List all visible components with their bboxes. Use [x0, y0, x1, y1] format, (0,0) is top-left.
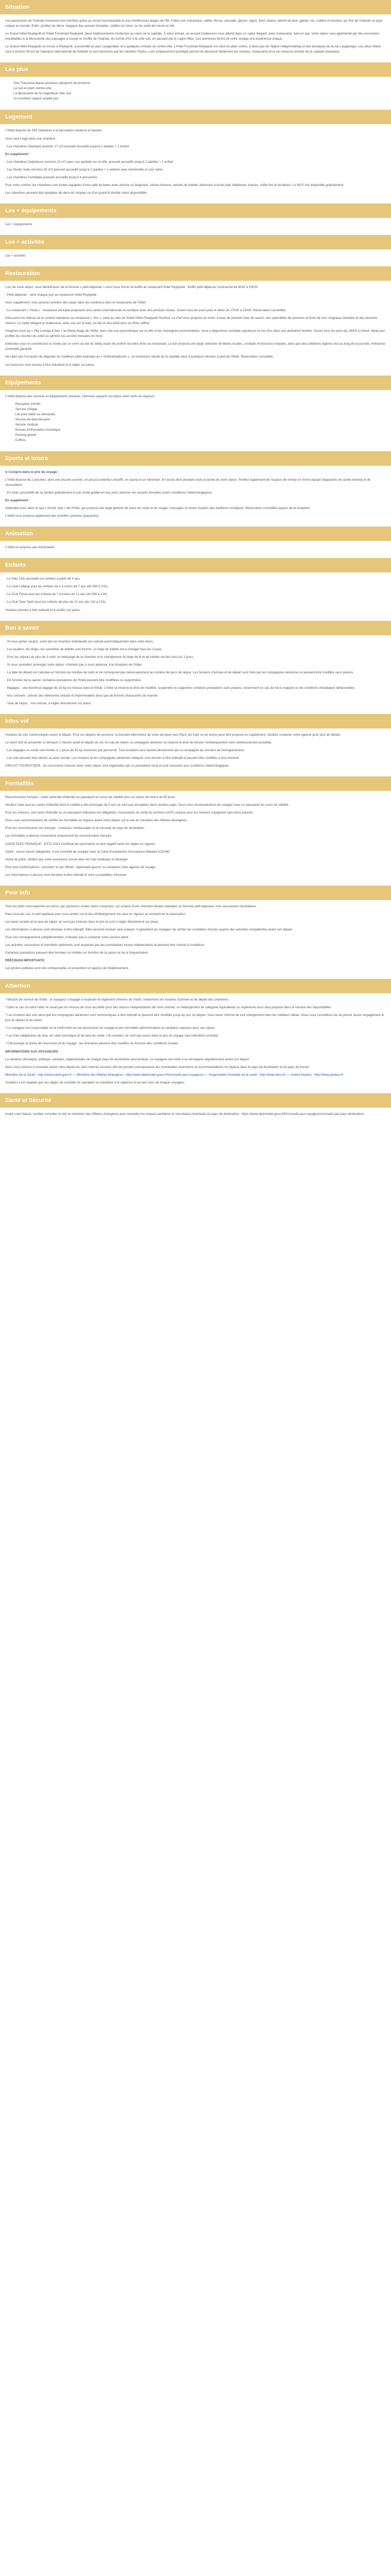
attention-paragraph: * Chronologie et durée de l'excursion et du voyage : les itinéraires peuvent être modifiés en fonction des conditions locales.: [5, 1042, 179, 1046]
restauration-paragraph: Découvrez les délices de la cuisine islandaise au restaurant « Vox », situé au sein de l'hôtel Hilton Reykjavik Nordica. Le chef vous propose un menu à base de produits frais de saison, des spécialités de poissons et fruits de mer, d'agneau islandais et des desserts maison. Le cadre élégant et chaleureux, avec vue sur la baie, en fait un lieu idéal pour un dîner raffiné.: [5, 316, 378, 326]
section-header-logement: Logement: [0, 110, 391, 124]
attention-paragraph: * Les frais obligatoires de visa, de carte touristique et de taxe de sortie, s'ils existent, ne sont pas inclus dans le prix du voyage sauf indication contraire.: [5, 1034, 219, 1038]
bon-savoir-paragraph: - Nos conseils : prévoir des vêtements chauds et imperméables ainsi que de bonnes chaussures de marche.: [5, 693, 159, 698]
formalites-paragraph: Les formalités ci-dessus concernent uniquement les ressortissants français.: [5, 834, 112, 838]
section-plus: [0, 80, 391, 110]
section-header-formalites: Formalités: [0, 776, 391, 791]
pour-info-paragraph: Dans tous les cas, le tarif appliqué pour vous rendre sur le lieu d'hébergement est celui en vigueur au moment de la réservation.: [5, 912, 186, 916]
section-header-situation: Situation: [0, 0, 391, 14]
section-animation: [0, 544, 391, 558]
sports-paragraph: L'hôtel dispose de 2 piscines, dont une piscine ouverte, un jacuzzi extérieur chauffé, un sauna et un hammam. En accès libre pendant toute la durée de votre séjour. Profitez également de l'espace de remise en forme équipé d'appareils de cardio-training et de musculation.: [5, 478, 371, 487]
list-item: - Service d'étage: [13, 407, 38, 411]
infos-paragraph: Le client doit se présenter à l'aéroport 2 heures avant le départ du vol. En cas de retard, la compagnie aérienne se réserve le droit de refuser l'embarquement sans remboursement possible.: [5, 741, 272, 745]
list-item: Vols Transavia depuis plusieurs aéroports de province: [13, 81, 90, 86]
list-item: - Coffres: [13, 438, 26, 442]
section-sante: [0, 1111, 391, 1125]
bon-savoir-paragraph: - Si vous souhaitez prolonger votre séjour, n'hésitez pas à vous adresser à la réception de l'hôtel.: [5, 663, 142, 667]
section-header-animation: Animation: [0, 527, 391, 541]
logement-supp-item: - Les chambres Familiales pouvant accueillir jusqu'à 4 personnes: [5, 175, 97, 179]
section-equipements-plus: [0, 221, 391, 235]
formalites-paragraph: Pour les mineurs, une carte d'identité ou un passeport individuel est obligatoire. Autorisation de sortie du territoire (AST) requise pour les mineurs voyageant sans leurs parents.: [5, 811, 254, 815]
formalites-paragraph: Avant de partir, vérifiez que votre assurance couvre bien les frais médicaux à l'étranger.: [5, 857, 129, 861]
bon-savoir-paragraph: - Pour les séjours de plus de 3 nuits, le nettoyage de la chambre et le changement du linge de lit et de toilette ont lieu tous les 3 jours.: [5, 655, 194, 659]
section-header-bon-a-savoir: Bon à savoir: [0, 621, 391, 635]
section-header-plus: Les plus: [0, 62, 391, 77]
section-header-enfants: Enfants: [0, 558, 391, 572]
pour-info-paragraph: Les informations ci-dessus sont données à titre indicatif. Elles peuvent évoluer sans préavis. Il appartient au voyageur de vérifier les conditions d'accès auprès des autorités compétentes avant son départ.: [5, 927, 293, 931]
situation-paragraph: Le Grand Hôtel Reykjavik se trouve à Reykjavik, à proximité du parc Laugardalur et à quelques minutes du centre-ville. L'hôtel Fosshotel Reykjavik est situé en plein centre, à deux pas de l'église Hallgrímskirkja et des boutiques de la rue Laugavegur. Les deux hôtels sont à environ 50 km de l'aéroport international de Keflavík et sont desservis par les navettes Flybus. Leur emplacement privilégié permet de découvrir facilement les musées, restaurants et la vie nocturne animée de la capitale islandaise.: [5, 45, 381, 54]
equipements-plus-text: Les + équipements: [5, 222, 32, 226]
logement-intro: L'hôtel dispose de 339 chambres à la décoration moderne et épurée.: [5, 129, 103, 133]
equipements-intro: L'hôtel dispose des services et équipements suivants. (Services payants sur place selon tarifs en vigueur) :: [5, 394, 156, 398]
section-enfants: [0, 575, 391, 620]
attention-paragraph: * Le voyageur est responsable de la conformité de ses documents de voyage et des formalités administratives et sanitaires requises pour son séjour.: [5, 1026, 216, 1030]
list-item: - Service de blanchisserie: [13, 417, 50, 421]
animation-text: L'hôtel ne propose pas d'animation.: [5, 546, 56, 550]
section-header-sports: Sports et loisirs: [0, 451, 391, 466]
pour-info-paragraph: Les taxes locales et la taxe de séjour ne sont pas incluses dans le prix et sont à régler directement sur place.: [5, 920, 159, 924]
bon-savoir-paragraph: - Si vous partez seul(e), votre prix en chambre individuelle est calculé automatiquement dans votre devis.: [5, 639, 154, 643]
logement-line: Vous serez logé dans une chambre :: [5, 137, 57, 141]
sports-included-head: ➤ Compris dans le prix du voyage :: [5, 470, 386, 475]
list-item: La découverte de la magnifique côte sud: [13, 92, 71, 96]
bon-savoir-paragraph: - En fonction de la saison, certaines prestations de l'hôtel peuvent être modifiées ou supprimées.: [5, 678, 142, 682]
sports-supp-head: En supplément :: [5, 499, 30, 503]
attention-paragraph: * Mission de service de l'hôtel : le voyageur s'engage à respecter le règlement intérieur de l'hôtel, notamment les horaires d'arrivée et de départ des chambres.: [5, 998, 230, 1002]
formalites-paragraph: Les informations ci-dessus sont données à titre indicatif et sont susceptibles d'évoluer.: [5, 873, 127, 877]
enfants-item: - Le Club Teen Spirit pour les enfants de plus de 12 ans (de 13h à 21h).: [5, 600, 106, 604]
infos-paragraph: CIRCUIT TOURISTIQUE : les excursions incluses dans votre séjour sont organisées par un prestataire local et sont soumises aux conditions météorologiques.: [5, 764, 230, 768]
sports-paragraph: - En hiver, possibilité de se joindre gratuitement à une sortie guidée en bus pour observer les aurores boréales (selon conditions météorologiques).: [5, 491, 213, 495]
section-activites-plus: [0, 252, 391, 266]
infos-paragraph: Horaires de vols communiqués avant le départ. Pour les départs de province, le transfert aller/retour de votre aéroport vers Paris (en train ou en avion) peut être proposé en supplément. Veuillez contacter votre agence pour plus de détails.: [5, 733, 341, 737]
attention-paragraph: Nous vous invitons à consulter avant votre départ les sites internet suivants afin de prendre connaissance des éventuelles restrictions et recommandations en vigueur dans le pays de destination et du pays de transit.: [5, 1065, 309, 1069]
sante-paragraph: Avant votre départ, veuillez consulter le site du ministère des Affaires étrangères pour connaître les risques sanitaires et sécuritaires éventuels du pays de destination : https://www.diplomatie.gouv.fr/fr/conseils-aux-voyageurs/conseils-par-pays-destination/: [5, 1112, 365, 1116]
list-item: - Lits pour bébé sur demande: [13, 412, 55, 416]
page: [0, 0, 391, 1125]
section-restauration: [0, 284, 391, 376]
pour-info-paragraph: Pour tout renseignement complémentaire, n'hésitez pas à contacter notre service client.: [5, 935, 129, 939]
bon-savoir-paragraph: - Les lavabos, les draps, les serviettes de toilette sont fournis. Le linge de toilette est à changer tous les 3 jours.: [5, 647, 163, 651]
pour-info-paragraph: Certaines prestations peuvent être fermées ou limitées en fonction de la saison et de la fréquentation.: [5, 951, 149, 955]
attention-paragraph: Toutefois il est rappelé que ces règles de conduite ne sauraient se substituer à la vigilance et au bon sens de chaque voyageur.: [5, 1080, 185, 1084]
pour-info-important: PRÉCISION IMPORTANTE: [5, 959, 45, 963]
formalites-paragraph: Ressortissants français : carte nationale d'identité ou passeport en cours de validité pour un séjour de moins de 90 jours.: [5, 795, 176, 800]
restauration-paragraph: Imaginez-vous au « Sky Lounge & Bar » au 8ème étage de l'hôtel, avec une vue panoramique sur la ville et les montagnes environnantes. Vous y dégusterez cocktails signatures et vins fins dans une ambiance feutrée. Ouvert tous les jours de 16h00 à minuit. Idéal pour profiter du coucher de soleil ou admirer les aurores boréales en hiver.: [5, 329, 385, 338]
section-bon-a-savoir: [0, 638, 391, 714]
bon-savoir-paragraph: - Bagages : une franchise bagage de 23 kg est incluse dans le forfait. L'hôtel se réserve le droit de modifier, suspendre ou supprimer certaines prestations sans préavis, notamment en cas de force majeure ou de conditions climatiques défavorables.: [5, 686, 355, 690]
list-item: Un excellent rapport qualité-prix: [13, 97, 59, 101]
list-item: - Service médical: [13, 422, 38, 427]
enfants-item: - Le Club Fiesta pour les enfants de 7 à moins de 12 ans (de 09h à 21h).: [5, 592, 108, 597]
logement-line: - Les chambres Standard (environ 17 m²) pouvant accueillir jusqu'à 2 adultes + 1 enfant: [5, 144, 129, 148]
situation-paragraph: Le Grand Hôtel Reykjavik et l'hôtel Fosshotel Reykjavik, deux établissements modernes au cœur de la capitale. À votre arrivée, un accueil chaleureux vous attend dans un cadre élégant, avec restaurants, bars et spa. Votre séjour sera agrémenté par des excursions inoubliables à la découverte des paysages à couper le souffle de l'Islande, du Cercle d'Or à la côte sud, en passant par le Lagon Bleu. Ces aventures feront de votre voyage une expérience unique.: [5, 32, 380, 41]
restauration-paragraph: Les boissons sont servies à titre individuel et à régler sur place.: [5, 363, 95, 367]
pour-info-paragraph: Tous les tarifs sont exprimés en euros, par personne, toutes taxes comprises, sur la base d'une chambre double standard, en formule petit-déjeuner, hors assurances facultatives.: [5, 904, 257, 908]
attention-infos-head: INFORMATIONS AUX VOYAGEURS: [5, 1049, 58, 1054]
restauration-paragraph: Avec supplément, vous pourrez prendre des repas dans les nombreux bars et restaurants de l'hôtel :: [5, 301, 148, 305]
activites-plus-text: Les + activités: [5, 253, 26, 258]
section-header-infos-vol: Infos vol: [0, 714, 391, 728]
enfants-note: Horaires donnés à titre indicatif et à vérifier sur place.: [5, 608, 81, 612]
section-header-sante: Santé et Sécurité: [0, 1093, 391, 1108]
section-formalites: [0, 794, 391, 886]
formalites-paragraph: Veuillez noter que les cartes d'identité dont la validité a été prolongée de 5 ans ne sont pas acceptées dans certains pays. Nous vous recommandons de voyager avec un passeport en cours de validité.: [5, 803, 289, 807]
attention-paragraph: * Les horaires des vols ainsi que les compagnies aériennes sont communiqués à titre indicatif et peuvent être modifiés jusqu'au jour du départ. Vous serez informé de tout changement dans les meilleurs délais. Nous vous conseillons de ne prévoir aucun engagement le jour du départ et du retour.: [5, 1013, 384, 1023]
plus-list: [5, 81, 386, 101]
section-pour-info: [0, 903, 391, 979]
pour-info-paragraph: Les activités, excursions et transferts optionnels sont proposés par des prestataires locaux indépendants et peuvent être soumis à conditions.: [5, 943, 205, 947]
section-logement: [0, 127, 391, 203]
section-header-pour-info: Pour info: [0, 886, 391, 900]
list-item: La nuit en plein centre-ville: [13, 87, 52, 91]
formalites-paragraph: COVID ÉLECTRONIQUE : ESTA-2021 Certificat de vaccination ou test négatif selon les règles en vigueur.: [5, 842, 156, 846]
logement-note: Les chambres peuvent être équipées de deux lits simples ou d'un grand lit double selon disponibilité.: [5, 191, 148, 195]
infos-paragraph: - Les vols peuvent être directs ou avec escale. Les horaires et les compagnies aériennes indiqués sont donnés à titre indicatif et peuvent être modifiés à tout moment.: [5, 756, 240, 760]
restauration-paragraph: Ne ratez pas l'occasion de déguster les meilleurs plats islandais au « Grillmarkaðurinn », un restaurant réputé de la capitale situé à quelques minutes à pied de l'hôtel. Réservation conseillée.: [5, 355, 274, 359]
section-header-equipements: Equipements: [0, 376, 391, 390]
attention-paragraph: La situation climatique, politique, sanitaire, réglementaire de chaque pays de destination peut évoluer. Le voyageur est invité à se renseigner régulièrement avant son départ.: [5, 1057, 250, 1061]
situation-paragraph: Les passionnés de l'Islande trouveront leur bonheur grâce au circuit incomparable et aux nombreuses plages de l'Île. Faites-voir volcanique, vallée, fleuve, cascade, geyser, lagon, fjord, falaise, désert de lave, glacier, lac, cratère et toundra, qui font de l'Islande un pays unique au monde. Enfin, profitez du décor magique des aurores boréales, visibles en hiver, ou du soleil de minuit en été.: [5, 19, 383, 28]
attention-paragraph: * Dans le cas où votre hôtel ne serait pas en mesure de vous accueillir pour des raisons indépendantes de notre volonté, un hébergement de catégorie équivalente ou supérieure vous sera proposé dans la mesure des disponibilités.: [5, 1006, 332, 1010]
restauration-paragraph: - Le restaurant « Fésta » : restaurant principal proposant une cuisine internationale et nordique avec des produits locaux. Ouvert tous les jours pour le dîner de 17h30 à 22h00. Réservation conseillée.: [5, 309, 286, 313]
bon-savoir-paragraph: - Taxe de séjour : non incluse, à régler directement sur place.: [5, 701, 92, 705]
restauration-paragraph: - Petit-déjeuner : servi chaque jour au restaurant Hotel Reykjavik: [5, 293, 97, 297]
bon-savoir-paragraph: - La date de départ est calculée en fonction du nombre de nuits et ne correspond pas nécessairement au nombre de jours de séjour. Les horaires d'arrivée et de départ sont fixés par les compagnies aériennes et peuvent être modifiés sans préavis.: [5, 670, 354, 674]
sports-paragraph: Détendez-vous dans le spa « Nordic Spa » de l'hôtel, qui propose une large gamme de soins du corps et du visage, massages et rituels inspirés des traditions nordiques. Réservation conseillée auprès de la réception.: [5, 506, 311, 511]
pour-info-paragraph: Les photos publiées sont non contractuelles et présentent un aperçu de l'établissement.: [5, 967, 129, 971]
restauration-paragraph: Détendez-vous et commencez la soirée par un verre au bar du lobby avant de profiter de votre dîner au restaurant. Le bar propose une large sélection de bières locales, cocktails et boissons chaudes, ainsi que des collations légères tout au long de la journée. Ambiance conviviale garantie.: [5, 342, 385, 351]
list-item: - Réception 24/24h: [13, 402, 41, 406]
formalites-paragraph: Pour les ressortissants non français : contactez l'ambassade ou le consulat du pays de destination.: [5, 826, 145, 831]
formalites-paragraph: Santé : aucun vaccin obligatoire. Il est conseillé de voyager avec la Carte Européenne d'Assurance Maladie (CEAM).: [5, 850, 171, 854]
section-header-activites-plus: Les + activités: [0, 235, 391, 249]
section-header-equipements-plus: Les + équipements: [0, 204, 391, 218]
restauration-paragraph: Lors de votre séjour, vous bénéficierez de la formule « petit-déjeuner » servi sous forme de buffet au restaurant Hotel Reykjavik : Buffet petit-déjeuner continental de 6h30 à 10h00.: [5, 285, 258, 289]
section-equipements: [0, 393, 391, 451]
enfants-item: - Le Kids Club accueille vos enfants à partir de 4 ans.: [5, 577, 81, 581]
section-situation: [0, 18, 391, 62]
sports-paragraph: L'hôtel vous propose également des activités sportives (payantes).: [5, 514, 100, 518]
section-attention: [0, 996, 391, 1093]
section-infos-vol: [0, 732, 391, 776]
infos-paragraph: - Les bagages en soute sont limités à 1 pièce de 23 kg maximum par personne. Tout excédent sera facturé directement par la compagnie au moment de l'enregistrement.: [5, 749, 245, 753]
section-sports: [0, 469, 391, 527]
list-item: - Parking gratuit: [13, 433, 36, 437]
section-header-attention: Attention: [0, 979, 391, 993]
logement-supp-item: - Les Studio Suite (environ 35 m²) pouvant accueillir jusqu'à 2 adultes + 2 enfants avec kitchenette et coin salon: [5, 167, 163, 172]
equipements-list: [5, 402, 386, 443]
logement-equip: Pour votre confort, les chambres sont toutes équipées d'une salle de bains avec douche ou baignoire, sèche-cheveux, articles de toilette, télévision à écran plat, téléphone, bureau, coffre-fort et bouilloire. Le Wi-Fi est disponible gratuitement.: [5, 183, 345, 187]
section-header-restauration: Restauration: [0, 266, 391, 281]
formalites-paragraph: Nous vous recommandons de vérifier les formalités en vigueur avant votre départ sur le site du ministère des Affaires étrangères.: [5, 819, 188, 823]
logement-supp-item: - Les chambres Supérieure (environ 22 m²) avec vue partielle sur la ville, pouvant accueillir jusqu'à 2 adultes + 1 enfant: [5, 160, 174, 164]
logement-supp-head: En supplément :: [5, 152, 30, 156]
formalites-paragraph: Pour plus d'informations, consultez le site officiel : diplomatie.gouv.fr ou contactez votre agence de voyage.: [5, 865, 156, 869]
list-item: - Bureau d'information touristique: [13, 428, 60, 432]
enfants-item: - Le Club Lollipop pour les enfants de 4 à moins de 7 ans (de 09h à 21h).: [5, 585, 109, 589]
attention-links[interactable]: Ministère de la Santé : http://www.sante.gouv.fr — Ministère des Affaires étrangères : http://www.diplomatie.gouv.fr/fr/conseils-aux-voyageurs — Organisation mondiale de la santé : http://www.who.int — Institut Pasteur : http://www.pasteur.fr: [5, 1073, 344, 1077]
